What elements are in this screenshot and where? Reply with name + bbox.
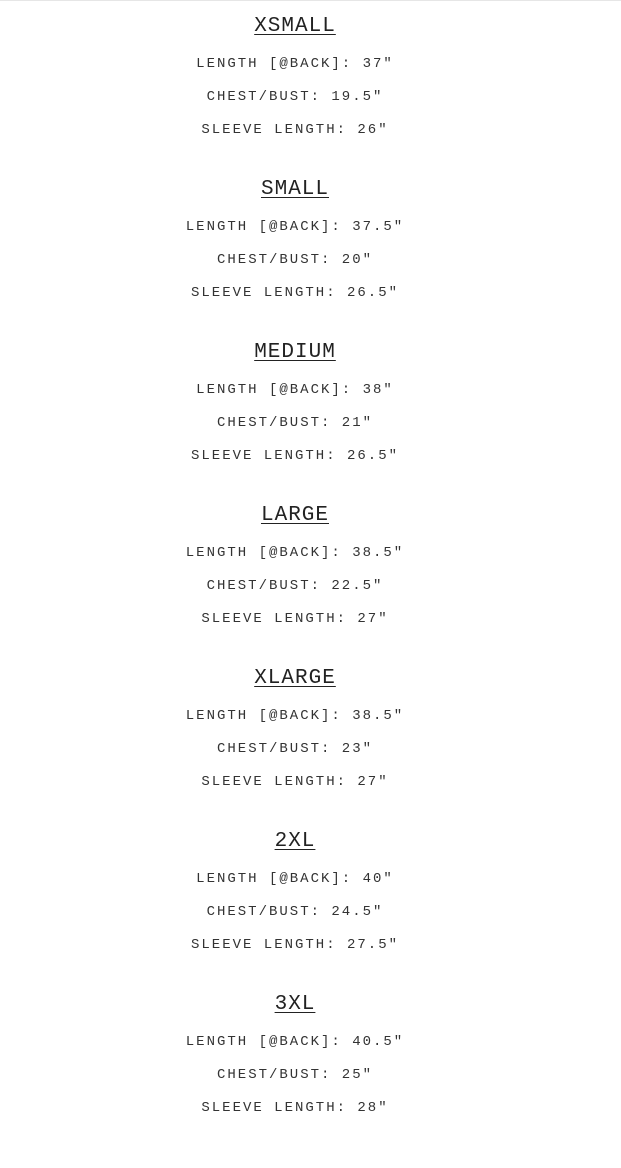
size-title: 2XL (274, 830, 316, 853)
sleeve-measurement: SLEEVE LENGTH: 26.5" (190, 285, 400, 301)
length-measurement: LENGTH [@BACK]: 37" (196, 56, 394, 72)
size-block-xlarge (0, 666, 590, 806)
sleeve-measurement: SLEEVE LENGTH: 27.5" (190, 937, 400, 953)
size-block-medium (0, 340, 590, 480)
chest-measurement: CHEST/BUST: 25" (216, 1067, 374, 1083)
chest-measurement: CHEST/BUST: 20" (216, 252, 374, 268)
size-title: XLARGE (254, 667, 336, 690)
top-divider (0, 0, 621, 1)
sleeve-measurement: SLEEVE LENGTH: 26" (201, 122, 389, 138)
length-measurement: LENGTH [@BACK]: 37.5" (185, 219, 405, 235)
size-block-large (0, 503, 590, 643)
size-title: XSMALL (254, 15, 336, 38)
sleeve-measurement: SLEEVE LENGTH: 28" (201, 1100, 389, 1116)
sleeve-measurement: SLEEVE LENGTH: 26.5" (190, 448, 400, 464)
length-measurement: LENGTH [@BACK]: 38.5" (185, 708, 405, 724)
length-measurement: LENGTH [@BACK]: 40" (196, 871, 394, 887)
chest-measurement: CHEST/BUST: 19.5" (206, 89, 384, 105)
size-title: MEDIUM (254, 341, 336, 364)
length-measurement: LENGTH [@BACK]: 38.5" (185, 545, 405, 561)
chest-measurement: CHEST/BUST: 21" (216, 415, 374, 431)
sleeve-measurement: SLEEVE LENGTH: 27" (201, 611, 389, 627)
size-title: SMALL (260, 178, 329, 201)
sleeve-measurement: SLEEVE LENGTH: 27" (201, 774, 389, 790)
size-block-small (0, 177, 590, 317)
size-title: 3XL (274, 993, 316, 1016)
chest-measurement: CHEST/BUST: 23" (216, 741, 374, 757)
size-title: LARGE (260, 504, 329, 527)
size-block-xsmall (0, 14, 590, 154)
length-measurement: LENGTH [@BACK]: 40.5" (185, 1034, 405, 1050)
chest-measurement: CHEST/BUST: 22.5" (206, 578, 384, 594)
size-block-3xl (0, 992, 590, 1132)
length-measurement: LENGTH [@BACK]: 38" (196, 382, 394, 398)
size-block-2xl (0, 829, 590, 969)
chest-measurement: CHEST/BUST: 24.5" (206, 904, 384, 920)
